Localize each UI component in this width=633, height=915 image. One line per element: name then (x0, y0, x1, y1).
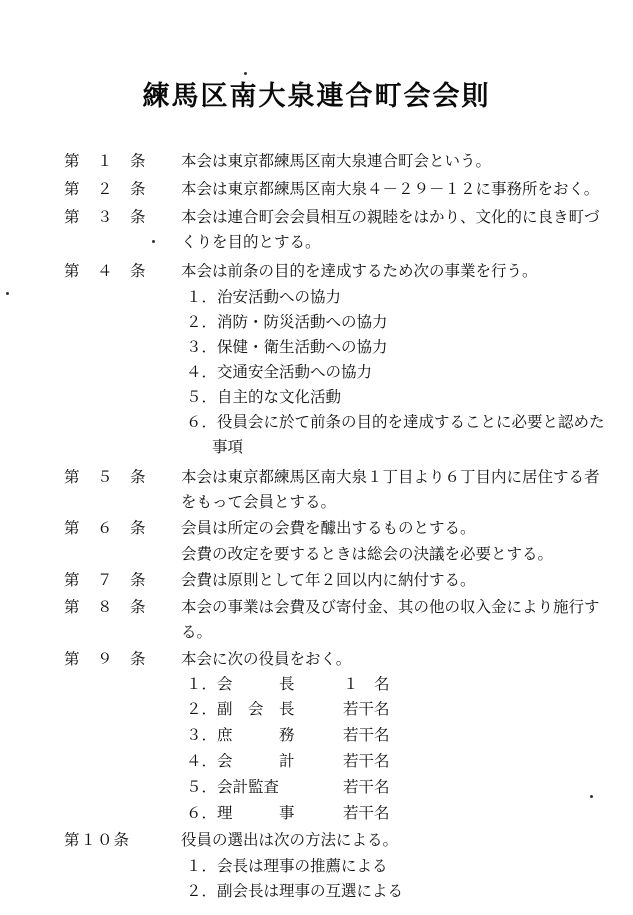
scan-speck (590, 795, 593, 798)
officer-3-title: ３．庶 務 (186, 726, 295, 744)
article-4-item-5: ５．自主的な文化活動 (186, 388, 342, 406)
article-9-label: 第 ９ 条 (64, 650, 147, 668)
article-1-text: 本会は東京都練馬区南大泉連合町会という。 (181, 152, 492, 170)
officer-2-count: 若干名 (343, 700, 390, 718)
article-2-text: 本会は東京都練馬区南大泉４－２９－１２に事務所をおく。 (181, 180, 600, 198)
officer-5-title: ５．会計監査 (186, 778, 280, 796)
article-6-text-line-1: 会員は所定の会費を醵出するものとする。 (181, 519, 476, 537)
article-3-text-line-1: 本会は連合町会会員相互の親睦をはかり、文化的に良き町づ (181, 208, 600, 226)
article-10-item-2: ２．副会長は理事の互選による (186, 882, 404, 900)
article-7-label: 第 ７ 条 (64, 571, 147, 589)
officer-4-title: ４．会 計 (186, 752, 295, 770)
document-title: 練馬区南大泉連合町会会則 (142, 81, 491, 112)
article-4-text: 本会は前条の目的を達成するため次の事業を行う。 (181, 262, 538, 280)
officer-6-title: ６．理 事 (186, 804, 295, 822)
article-10-text: 役員の選出は次の方法による。 (181, 831, 399, 849)
article-4-item-4: ４．交通安全活動への協力 (186, 363, 373, 381)
article-8-label: 第 ８ 条 (64, 598, 147, 616)
article-7-text: 会費は原則として年２回以内に納付する。 (181, 571, 476, 589)
article-4-item-6-cont: 事項 (212, 438, 244, 456)
article-5-label: 第 ５ 条 (64, 468, 147, 486)
article-5-text-line-2: をもって会員とする。 (181, 493, 337, 511)
article-6-text-line-2: 会費の改定を要するときは総会の決議を必要とする。 (181, 545, 554, 563)
officer-4-count: 若干名 (343, 752, 390, 770)
officer-5-count: 若干名 (343, 778, 390, 796)
article-9-text: 本会に次の役員をおく。 (181, 650, 352, 668)
article-5-text-line-1: 本会は東京都練馬区南大泉１丁目より６丁目内に居住する者 (181, 468, 600, 486)
officer-2-title: ２．副 会 長 (186, 700, 295, 718)
article-4-item-3: ３．保健・衛生活動への協力 (186, 338, 388, 356)
article-3-text-line-2: くりを目的とする。 (181, 233, 321, 251)
article-4-item-6: ６．役員会に於て前条の目的を達成することに必要と認めた (186, 413, 605, 431)
article-8-text-line-1: 本会の事業は会費及び寄付金、其の他の収入金により施行す (181, 598, 600, 616)
article-4-item-2: ２．消防・防災活動への協力 (186, 313, 388, 331)
article-4-label: 第 ４ 条 (64, 262, 147, 280)
scan-speck (244, 72, 247, 75)
article-3-label: 第 ３ 条 (64, 208, 147, 226)
article-10-item-1: １．会長は理事の推薦による (186, 857, 388, 875)
officer-1-count: １ 名 (343, 675, 390, 693)
officer-6-count: 若干名 (343, 804, 390, 822)
article-6-label: 第 ６ 条 (64, 519, 147, 537)
officer-1-title: １．会 長 (186, 675, 295, 693)
article-4-item-1: １．治安活動への協力 (186, 288, 342, 306)
article-1-label: 第 １ 条 (64, 152, 147, 170)
scan-speck (152, 240, 155, 243)
article-8-text-line-2: る。 (181, 623, 213, 641)
article-10-label: 第１０条 (64, 831, 131, 849)
officer-3-count: 若干名 (343, 726, 390, 744)
article-2-label: 第 ２ 条 (64, 180, 147, 198)
scan-speck (6, 292, 9, 295)
